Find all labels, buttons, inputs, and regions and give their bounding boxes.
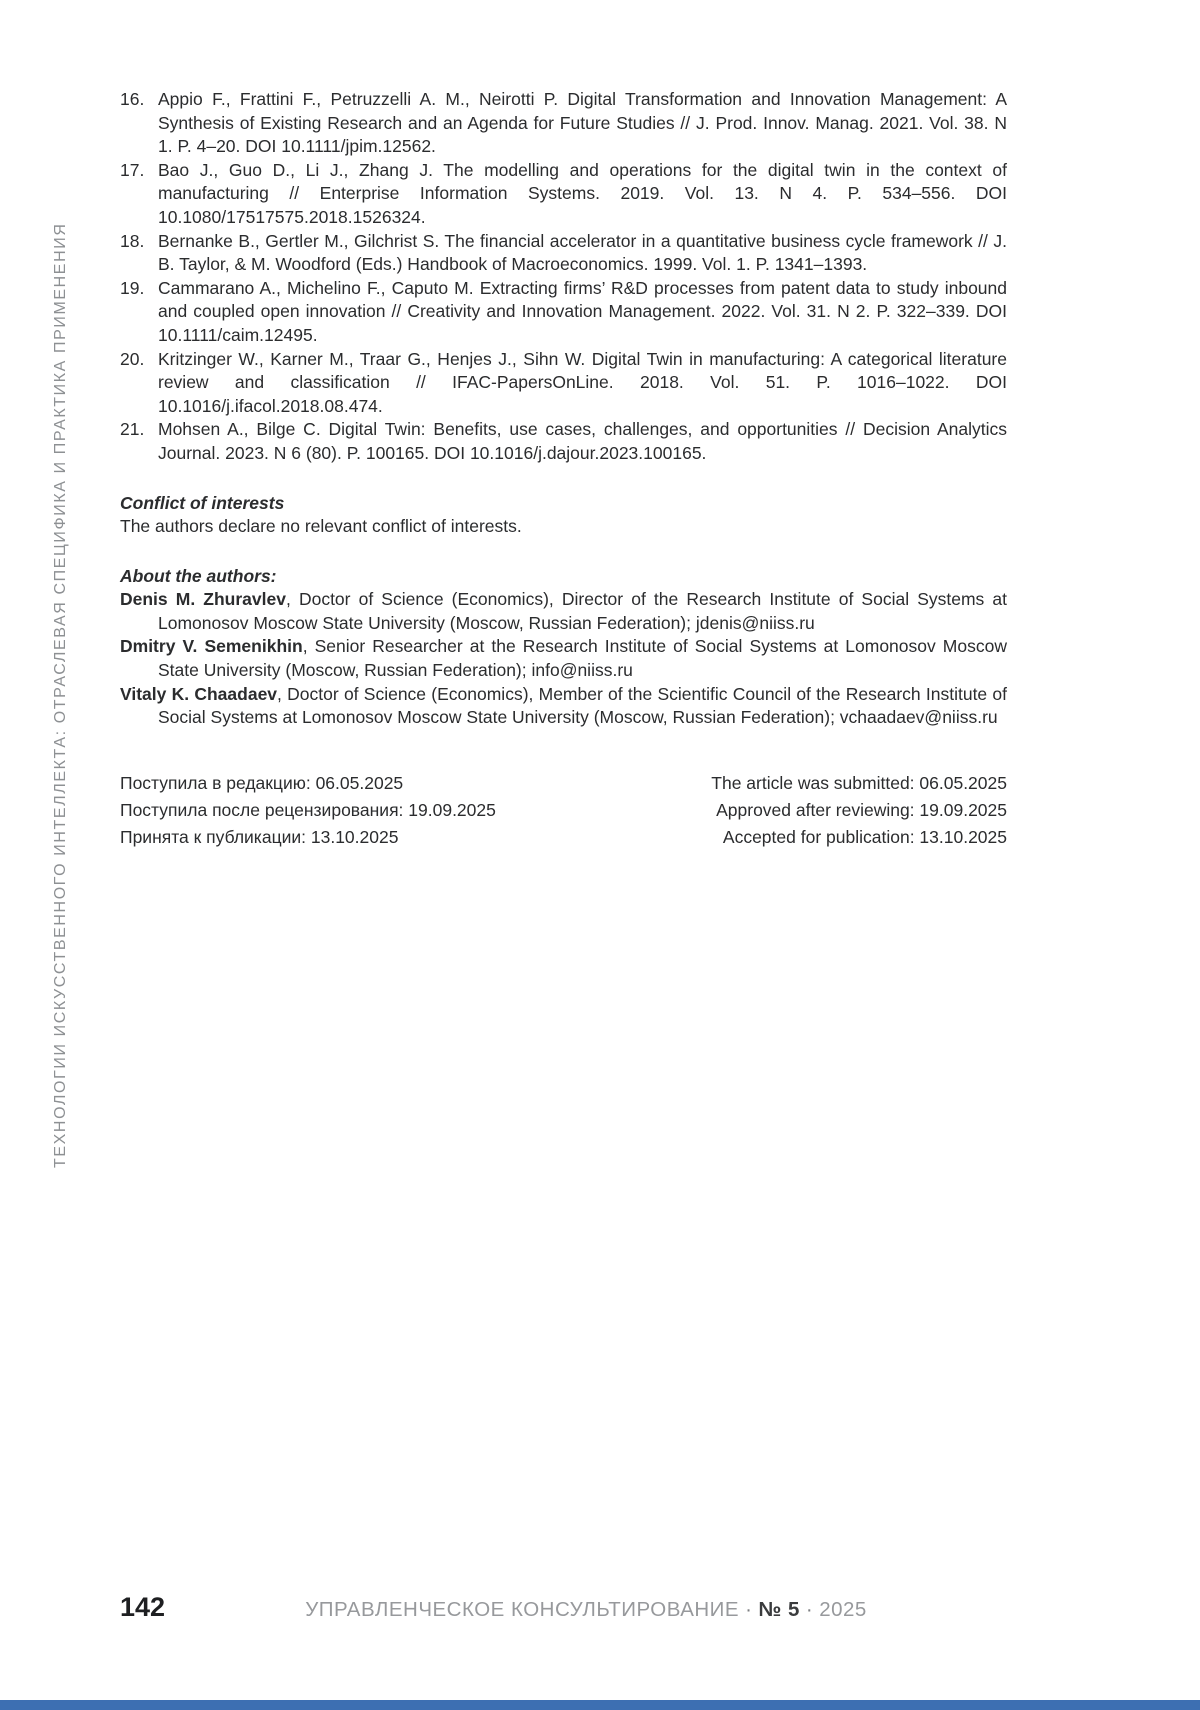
reference-item bbox=[120, 159, 1007, 230]
reference-item bbox=[120, 277, 1007, 348]
journal-year: 2025 bbox=[819, 1598, 867, 1621]
reference-text: Kritzinger W., Karner M., Traar G., Henjes J., Sihn W. Digital Twin in manufacturing: A categorical literature review and classification // IFAC-PapersOnLine. 2018. Vol. 51. P. 1016–1022. DOI 10.1016/j.ifacol.2018.08.474. bbox=[158, 348, 1007, 416]
author-name: Vitaly K. Chaadaev bbox=[120, 683, 278, 704]
reference-number: 21. bbox=[120, 419, 145, 440]
date-line-en: Approved after reviewing: 19.09.2025 bbox=[716, 799, 1007, 820]
journal-running-title bbox=[165, 1598, 1007, 1622]
dates-column-english bbox=[711, 770, 1007, 851]
date-line-en: Accepted for publication: 13.10.2025 bbox=[722, 826, 1007, 847]
reference-item bbox=[120, 88, 1007, 159]
reference-item bbox=[120, 230, 1007, 277]
separator-dot: · bbox=[745, 1598, 753, 1621]
conflict-section bbox=[120, 492, 1007, 539]
reference-item bbox=[120, 348, 1007, 419]
reference-list bbox=[120, 88, 1007, 466]
author-name: Dmitry V. Semenikhin bbox=[120, 636, 303, 657]
about-authors-section bbox=[120, 565, 1007, 730]
conflict-body: The authors declare no relevant conflict of interests. bbox=[120, 516, 522, 537]
reference-number: 20. bbox=[120, 348, 145, 369]
reference-number: 17. bbox=[120, 159, 145, 180]
date-line-ru: Принята к публикации: 13.10.2025 bbox=[120, 826, 399, 847]
reference-number: 19. bbox=[120, 277, 145, 298]
reference-text: Bao J., Guo D., Li J., Zhang J. The modelling and operations for the digital twin in the context of manufacturing // Enterprise Information Systems. 2019. Vol. 13. N 4. P. 534–556. DOI 10.1080/17517575.2018.1526324. bbox=[158, 159, 1007, 227]
page-number: 142 bbox=[120, 1592, 166, 1622]
page-footer bbox=[120, 1592, 1007, 1623]
date-line-en: The article was submitted: 06.05.2025 bbox=[711, 772, 1007, 793]
author-entry: Denis M. Zhuravlev, Doctor of Science (Economics), Director of the Research Institute of Social Systems at Lomonosov Moscow State University (Moscow, Russian Federation); jdenis@niiss.ru bbox=[120, 589, 1007, 633]
reference-text: Bernanke B., Gertler M., Gilchrist S. The financial accelerator in a quantitative business cycle framework // J. B. Taylor, & M. Woodford (Eds.) Handbook of Macroeconomics. 1999. Vol. 1. P. 1341–1393. bbox=[158, 230, 1007, 275]
sidebar-running-head: ТЕХНОЛОГИИ ИСКУССТВЕННОГО ИНТЕЛЛЕКТА: ОТРАСЛЕВАЯ СПЕЦИФИКА И ПРАКТИКА ПРИМЕНЕНИЯ bbox=[52, 222, 69, 1168]
separator-dot: · bbox=[805, 1598, 814, 1621]
date-line-ru: Поступила в редакцию: 06.05.2025 bbox=[120, 772, 404, 793]
author-name: Denis M. Zhuravlev bbox=[120, 589, 286, 610]
reference-text: Appio F., Frattini F., Petruzzelli A. M., Neirotti P. Digital Transformation and Innovation Management: A Synthesis of Existing Research and an Agenda for Future Studies // J. Prod. Innov. Manag. 2021. Vol. 38. N 1. P. 4–20. DOI 10.1111/jpim.12562. bbox=[158, 89, 1007, 157]
dates-column-russian bbox=[120, 770, 496, 851]
bottom-accent-bar bbox=[0, 1700, 1200, 1710]
reference-text: Cammarano A., Michelino F., Caputo M. Extracting firms’ R&D processes from patent data to study inbound and coupled open innovation // Creativity and Innovation Management. 2022. Vol. 31. N 2. P. 322–339. DOI 10.1111/caim.12495. bbox=[158, 277, 1007, 345]
date-line-ru: Поступила после рецензирования: 19.09.2025 bbox=[120, 799, 496, 820]
reference-text: Mohsen A., Bilge C. Digital Twin: Benefits, use cases, challenges, and opportunities // Decision Analytics Journal. 2023. N 6 (80). P. 100165. DOI 10.1016/j.dajour.2023.100165. bbox=[158, 419, 1007, 463]
authors-list bbox=[120, 588, 1007, 730]
dates-block bbox=[120, 770, 1007, 851]
author-entry: Dmitry V. Semenikhin, Senior Researcher at the Research Institute of Social Systems at Lomonosov Moscow State University (Moscow, Russian Federation); info@niiss.ru bbox=[120, 636, 1007, 681]
main-content bbox=[120, 88, 1007, 851]
reference-item bbox=[120, 418, 1007, 465]
journal-issue: № 5 bbox=[758, 1598, 800, 1621]
journal-name: УПРАВЛЕНЧЕСКОЕ КОНСУЛЬТИРОВАНИЕ bbox=[305, 1598, 740, 1621]
reference-number: 16. bbox=[120, 89, 145, 109]
about-authors-heading: About the authors: bbox=[120, 565, 277, 586]
reference-number: 18. bbox=[120, 230, 145, 251]
conflict-heading: Conflict of interests bbox=[120, 492, 285, 513]
author-entry: Vitaly K. Chaadaev, Doctor of Science (Economics), Member of the Scientific Council of the Research Institute of Social Systems at Lomonosov Moscow State University (Moscow, Russian Federation); vchaadaev@niiss.ru bbox=[120, 683, 1007, 728]
